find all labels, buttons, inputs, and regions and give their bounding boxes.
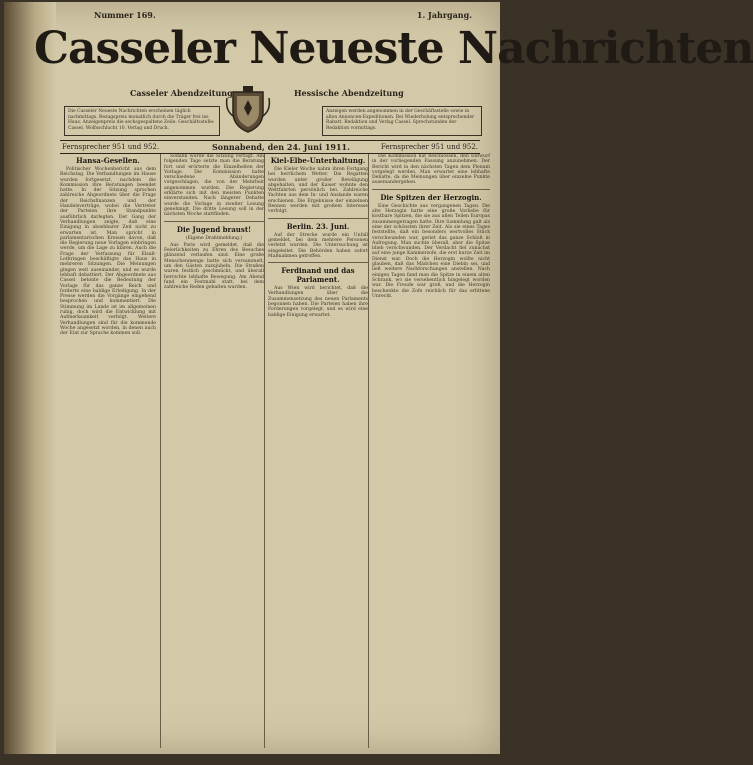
article-text: Politischer Wochenbericht aus dem Reichstag. Die Verhandlungen im Hause wurden fortgesetzt, nachdem die Kommission ihre Beratungen beendet hatte. In der Sitzung sprachen zahlreiche Abgeordnete über die Frage der Reichsfinanzen und der Handelsverträge, wobei die Vertreter der Parteien ihre Standpunkte ausführlich darlegten. Der Gang der Verhandlungen zeigte, daß eine Einigung in absehbarer Zeit nicht zu erwarten ist. Man spricht in parlamentarischen Kreisen davon, daß die Regierung neue Vorlagen einbringen werde, um die Lage zu klären. Auch die Frage der Verfassung für Elsaß-Lothringen beschäftigte das Haus in mehreren Sitzungen. Die Meinungen gingen weit auseinander, und es wurde lebhaft debattiert. Der Abgeordnete aus Cassel betonte die Bedeutung der Vorlage für das ganze Reich und forderte eine baldige Erledigung. In der Presse werden die Vorgänge eingehend besprochen und kommentiert. Die Stimmung im Lande ist im allgemeinen ruhig, doch wird die Entwicklung mit Aufmerksamkeit verfolgt. Weitere Verhandlungen sind für die kommende Woche angesetzt worden, in denen auch der Etat zur Sprache kommen soll. <box>60 167 156 337</box>
article-text: Sodann wurde die Sitzung vertagt. Am folgenden Tage setzte man die Beratung fort und erörterte die Einzelheiten der Vorlage. Die Kommission hatte verschiedene Abänderungen vorgeschlagen, die von der Mehrheit angenommen wurden. Die Regierung erklärte sich mit den meisten Punkten einverstanden. Nach längerer Debatte wurde die Vorlage in zweiter Lesung genehmigt. Die dritte Lesung soll in der nächsten Woche stattfinden. <box>164 154 264 218</box>
phone-right: Fernsprecher 951 und 952. <box>380 143 478 151</box>
issue-line <box>94 10 472 20</box>
article-text: Die Kommission hat beschlossen, den Entwurf in der vorliegenden Fassung anzunehmen. Der Bericht wird in den nächsten Tagen dem Plenum vorgelegt werden. Man erwartet eine lebhafte Debatte, da die Meinungen über einzelne Punkte auseinandergehen. <box>372 154 490 186</box>
volume-year: 1. Jahrgang. <box>416 10 472 20</box>
article-heading: Ferdinand und das Parlament. <box>281 266 355 285</box>
newspaper-title: Casseler Neueste Nachrichten <box>34 23 753 74</box>
column-2 <box>160 154 264 748</box>
subtitle-right: Hessische Abendzeitung <box>294 88 404 98</box>
article-text: Aus Paris wird gemeldet, daß die Feierlichkeiten zu Ehren des Besuches glänzend verlaufen sind. Eine große Menschenmenge hatte sich versammelt, um den Gästen zuzujubeln. Die Straßen waren festlich geschmückt, und überall herrschte lebhafte Bewegung. Am Abend fand ein Festmahl statt, bei dem zahlreiche Reden gehalten wurden. <box>164 242 264 291</box>
subtitle-left: Casseler Abendzeitung <box>130 88 233 98</box>
article-text: Auf der Strecke wurde ein Unfall gemeldet, bei dem mehrere Personen verletzt wurden. Die Untersuchung ist eingeleitet. Die Behörden haben sofort Maßnahmen getroffen. <box>268 232 368 259</box>
column-1 <box>60 154 156 748</box>
column-4 <box>368 154 490 748</box>
article-heading: Kiel-Elbe-Unterhaltung. <box>270 156 366 165</box>
article-text: Aus Wien wird berichtet, daß die Verhandlungen über die Zusammensetzung des neuen Parlaments begonnen haben. Die Parteien haben ihre Forderungen vorgelegt, und es wird eine baldige Einigung erwartet. <box>268 286 368 318</box>
article-text: Die Kieler Woche nahm ihren Fortgang bei herrlichem Wetter. Die Regatten wurden unter großer Beteiligung abgehalten, und der Kaiser wohnte den Wettfahrten persönlich bei. Zahlreiche Yachten aus dem In- und Auslande waren erschienen. Die Ergebnisse der einzelnen Rennen werden mit großem Interesse verfolgt. <box>268 167 368 215</box>
issue-date: Sonnabend, den 24. Juni 1911. <box>212 142 350 152</box>
article-heading: Hansa-Gesellen. <box>76 156 140 165</box>
issue-number: Nummer 169. <box>94 10 156 20</box>
article-subheading: (Eigene Drahtmeldung.) <box>185 235 243 241</box>
divider <box>268 218 368 219</box>
info-box-right: Anzeigen werden angenommen in der Geschäftsstelle sowie in allen Annoncen-Expeditionen. Bei Wiederholung entsprechender Rabatt. Redaktion und Verlag Cassel. Sprechstunden der Redaktion vormittags. <box>322 106 482 136</box>
divider <box>372 189 490 190</box>
dateline <box>60 140 480 154</box>
article-heading: Die Spitzen der Herzogin. <box>380 192 482 202</box>
info-box-left: Die Casseler Neueste Nachrichten erscheinen täglich nachmittags. Bezugspreis monatlich durch die Träger frei ins Haus. Anzeigenpreis die sechsgespaltene Zeile. Geschäftsstelle: Cassel, Wolfsschlucht 10. Verlag und Druck. <box>64 106 220 136</box>
article-columns <box>60 154 490 748</box>
article-heading: Berlin. 23. Juni. <box>286 221 350 231</box>
coat-of-arms-icon <box>225 86 271 134</box>
article-heading: Die Jugend braust! <box>176 224 252 234</box>
column-3 <box>264 154 368 748</box>
newspaper-page <box>4 2 753 754</box>
article-text: Eine Geschichte aus vergangenen Tagen. Die alte Herzogin hatte eine große Vorliebe für kostbare Spitzen, die sie aus allen Teilen Europas zusammengetragen hatte. Ihre Sammlung galt als eine der schönsten ihrer Zeit. Als sie eines Tages feststellte, daß ein besonders wertvolles Stück verschwunden war, geriet das ganze Schloß in Aufregung. Man suchte überall, aber die Spitze blieb verschwunden. Der Verdacht fiel zunächst auf eine junge Kammerzofe, die erst kurze Zeit im Dienst war. Doch die Herzogin wollte nicht glauben, daß das Mädchen eine Diebin sei, und ließ weitere Nachforschungen anstellen. Nach einigen Tagen fand man die Spitze in einem alten Schrank, wo sie versehentlich hingelegt worden war. Die Freude war groß, und die Herzogin beschenkte die Zofe reichlich für das erlittene Unrecht. <box>372 203 490 299</box>
page-binding-shadow <box>4 2 56 754</box>
divider <box>268 262 368 263</box>
phone-left: Fernsprecher 951 und 952. <box>62 143 160 151</box>
divider <box>164 221 264 222</box>
